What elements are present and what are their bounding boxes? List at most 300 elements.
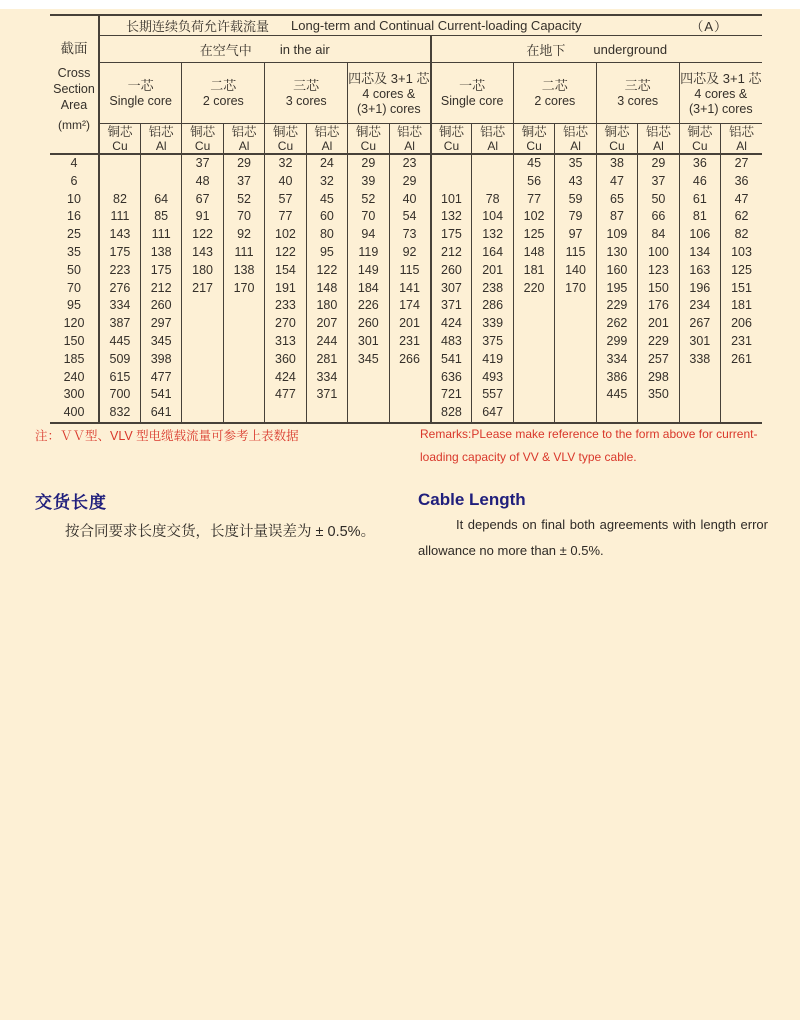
value-cell xyxy=(596,404,637,423)
value-cell: 212 xyxy=(140,280,181,298)
value-cell: 641 xyxy=(140,404,181,423)
value-cell: 371 xyxy=(431,297,472,315)
value-cell: 276 xyxy=(99,280,140,298)
value-cell: 47 xyxy=(596,173,637,191)
value-cell: 387 xyxy=(99,315,140,333)
cable-length-heading-zh: 交货长度 xyxy=(35,493,107,512)
conductor-zh: 铝芯 xyxy=(480,124,506,139)
value-cell: 97 xyxy=(555,226,596,244)
value-cell: 115 xyxy=(389,262,430,280)
conductor-header xyxy=(306,124,347,155)
value-cell: 59 xyxy=(555,191,596,209)
table-title-unit: （A） xyxy=(690,19,728,34)
value-cell: 60 xyxy=(306,208,347,226)
value-cell: 375 xyxy=(472,333,513,351)
size-cell: 4 xyxy=(70,156,78,170)
value-cell xyxy=(140,154,181,173)
value-cell: 339 xyxy=(472,315,513,333)
value-cell: 132 xyxy=(431,208,472,226)
value-cell: 92 xyxy=(223,226,264,244)
conductor-header xyxy=(472,124,513,155)
conductor-en: Al xyxy=(321,138,333,153)
value-cell xyxy=(389,404,430,423)
size-cell: 400 xyxy=(63,405,85,420)
value-cell: 91 xyxy=(182,208,223,226)
core-group-en: (3+1) cores xyxy=(357,101,421,116)
value-cell: 125 xyxy=(721,262,762,280)
size-cell: 35 xyxy=(67,244,81,259)
table-row xyxy=(50,154,762,173)
value-cell: 176 xyxy=(638,297,679,315)
value-cell: 37 xyxy=(638,173,679,191)
value-cell xyxy=(679,404,720,423)
corner-line: Section xyxy=(53,82,95,96)
value-cell xyxy=(513,351,554,369)
value-cell: 223 xyxy=(99,262,140,280)
value-cell: 78 xyxy=(472,191,513,209)
value-cell: 46 xyxy=(679,173,720,191)
value-cell: 175 xyxy=(140,262,181,280)
core-group-en: Single core xyxy=(109,94,172,108)
value-cell: 45 xyxy=(306,191,347,209)
value-cell: 541 xyxy=(431,351,472,369)
core-group-en: 2 cores xyxy=(534,94,576,108)
value-cell: 148 xyxy=(513,244,554,262)
value-cell xyxy=(182,386,223,404)
value-cell: 123 xyxy=(638,262,679,280)
conductor-zh: 铝芯 xyxy=(729,124,755,139)
value-cell: 286 xyxy=(472,297,513,315)
value-cell xyxy=(223,333,264,351)
size-cell: 300 xyxy=(63,387,85,402)
value-cell xyxy=(555,404,596,423)
value-cell: 29 xyxy=(638,154,679,173)
value-cell: 477 xyxy=(265,386,306,404)
core-group-zh: 四芯及 3+1 芯 xyxy=(348,70,430,86)
value-cell xyxy=(223,404,264,423)
size-cell: 50 xyxy=(67,262,81,277)
size-cell: 120 xyxy=(63,316,85,331)
conductor-zh: 铝芯 xyxy=(397,124,423,139)
core-group-en: Single core xyxy=(440,94,504,108)
value-cell: 109 xyxy=(596,226,637,244)
value-cell: 297 xyxy=(140,315,181,333)
value-cell: 82 xyxy=(99,191,140,209)
value-cell: 29 xyxy=(223,154,264,173)
value-cell: 181 xyxy=(721,297,762,315)
value-cell: 111 xyxy=(99,208,140,226)
value-cell: 149 xyxy=(348,262,389,280)
value-cell: 85 xyxy=(140,208,181,226)
core-group-header xyxy=(182,63,265,124)
conductor-zh: 铜芯 xyxy=(355,124,381,139)
value-cell xyxy=(348,369,389,387)
value-cell xyxy=(513,386,554,404)
value-cell: 180 xyxy=(182,262,223,280)
conductor-en: Cu xyxy=(112,138,128,153)
table-row xyxy=(50,226,762,244)
value-cell: 101 xyxy=(431,191,472,209)
value-cell: 138 xyxy=(140,244,181,262)
corner-line: Cross xyxy=(57,66,91,80)
value-cell xyxy=(555,369,596,387)
value-cell: 371 xyxy=(306,386,347,404)
value-cell: 111 xyxy=(140,226,181,244)
value-cell: 45 xyxy=(513,154,554,173)
value-cell: 77 xyxy=(513,191,554,209)
value-cell: 298 xyxy=(638,369,679,387)
value-cell: 37 xyxy=(182,154,223,173)
value-cell: 260 xyxy=(348,315,389,333)
value-cell xyxy=(555,297,596,315)
value-cell: 77 xyxy=(265,208,306,226)
core-group-zh: 三芯 xyxy=(624,78,651,93)
value-cell: 52 xyxy=(223,191,264,209)
core-group-en: 4 cores & xyxy=(362,86,416,101)
value-cell: 307 xyxy=(431,280,472,298)
conductor-en: Cu xyxy=(443,138,460,153)
conductor-zh: 铜芯 xyxy=(521,124,547,139)
conductor-en: Cu xyxy=(194,138,211,153)
table-row xyxy=(50,351,762,369)
value-cell: 557 xyxy=(472,386,513,404)
cable-length-heading-en: Cable Length xyxy=(418,490,526,509)
conductor-zh: 铜芯 xyxy=(604,124,630,139)
conductor-header xyxy=(140,124,181,155)
value-cell: 56 xyxy=(513,173,554,191)
value-cell: 267 xyxy=(679,315,720,333)
value-cell: 360 xyxy=(265,351,306,369)
value-cell xyxy=(555,351,596,369)
value-cell: 140 xyxy=(555,262,596,280)
value-cell xyxy=(679,369,720,387)
conductor-zh: 铝芯 xyxy=(231,124,257,139)
value-cell: 62 xyxy=(721,208,762,226)
value-cell: 398 xyxy=(140,351,181,369)
value-cell: 257 xyxy=(638,351,679,369)
value-cell: 122 xyxy=(306,262,347,280)
value-cell: 217 xyxy=(182,280,223,298)
value-cell: 201 xyxy=(389,315,430,333)
value-cell: 102 xyxy=(265,226,306,244)
value-cell: 64 xyxy=(140,191,181,209)
value-cell: 125 xyxy=(513,226,554,244)
value-cell: 175 xyxy=(99,244,140,262)
table-row xyxy=(50,315,762,333)
core-group-en: 4 cores & xyxy=(694,86,748,101)
conductor-header xyxy=(389,124,430,155)
value-cell: 36 xyxy=(679,154,720,173)
value-cell: 220 xyxy=(513,280,554,298)
value-cell: 84 xyxy=(638,226,679,244)
conductor-en: Cu xyxy=(277,138,294,153)
table-row xyxy=(50,262,762,280)
conductor-en: Cu xyxy=(526,138,542,153)
value-cell xyxy=(223,386,264,404)
core-group-zh: 一芯 xyxy=(127,78,154,93)
core-group-en: 2 cores xyxy=(202,94,244,108)
value-cell: 350 xyxy=(638,386,679,404)
note-en: Remarks:PLease make reference to the form above for current-loading capacity of VV & VLV type cable. xyxy=(420,427,758,464)
value-cell: 150 xyxy=(638,280,679,298)
conductor-en: Al xyxy=(238,138,250,153)
core-group-header xyxy=(348,63,431,124)
table-row xyxy=(50,280,762,298)
value-cell: 95 xyxy=(306,244,347,262)
value-cell: 102 xyxy=(513,208,554,226)
value-cell xyxy=(513,404,554,423)
value-cell: 636 xyxy=(431,369,472,387)
value-cell: 184 xyxy=(348,280,389,298)
value-cell xyxy=(513,297,554,315)
conductor-zh: 铝芯 xyxy=(563,124,589,139)
value-cell: 148 xyxy=(306,280,347,298)
value-cell: 338 xyxy=(679,351,720,369)
value-cell xyxy=(721,404,762,423)
env-label-zh: 在空气中 xyxy=(199,42,252,58)
value-cell: 261 xyxy=(721,351,762,369)
capacity-table xyxy=(50,14,762,424)
table-title-en: Long-term and Continual Current-loading Capacity xyxy=(291,18,582,33)
value-cell: 119 xyxy=(348,244,389,262)
value-cell xyxy=(182,297,223,315)
value-cell: 47 xyxy=(721,191,762,209)
value-cell: 73 xyxy=(389,226,430,244)
value-cell xyxy=(265,404,306,423)
page-top-strip xyxy=(0,0,800,9)
value-cell: 270 xyxy=(265,315,306,333)
value-cell: 234 xyxy=(679,297,720,315)
value-cell: 24 xyxy=(306,154,347,173)
value-cell: 445 xyxy=(596,386,637,404)
core-group-header xyxy=(596,63,679,124)
table-title-zh: 长期连续负荷允许载流量 xyxy=(126,19,270,34)
table-row xyxy=(50,244,762,262)
env-header xyxy=(99,36,431,63)
conductor-header xyxy=(348,124,389,155)
conductor-en: Al xyxy=(570,138,581,153)
value-cell: 67 xyxy=(182,191,223,209)
conductor-zh: 铜芯 xyxy=(687,124,713,139)
value-cell: 334 xyxy=(306,369,347,387)
value-cell: 196 xyxy=(679,280,720,298)
value-cell: 82 xyxy=(721,226,762,244)
value-cell xyxy=(389,386,430,404)
value-cell xyxy=(472,173,513,191)
core-group-en: 3 cores xyxy=(285,94,327,108)
value-cell: 345 xyxy=(348,351,389,369)
value-cell xyxy=(513,333,554,351)
value-cell: 163 xyxy=(679,262,720,280)
value-cell: 226 xyxy=(348,297,389,315)
value-cell: 141 xyxy=(389,280,430,298)
value-cell xyxy=(721,386,762,404)
value-cell: 138 xyxy=(223,262,264,280)
value-cell: 301 xyxy=(679,333,720,351)
env-label-zh: 在地下 xyxy=(526,42,566,58)
table-row xyxy=(50,386,762,404)
size-cell: 95 xyxy=(67,298,81,313)
value-cell: 212 xyxy=(431,244,472,262)
value-cell: 229 xyxy=(638,333,679,351)
value-cell xyxy=(431,154,472,173)
value-cell: 70 xyxy=(223,208,264,226)
value-cell xyxy=(223,315,264,333)
value-cell: 175 xyxy=(431,226,472,244)
value-cell: 231 xyxy=(389,333,430,351)
value-cell: 160 xyxy=(596,262,637,280)
value-cell xyxy=(389,369,430,387)
value-cell xyxy=(182,369,223,387)
core-group-zh: 三芯 xyxy=(293,78,320,93)
value-cell xyxy=(513,369,554,387)
value-cell xyxy=(140,173,181,191)
size-cell: 16 xyxy=(67,209,81,224)
conductor-en: Cu xyxy=(692,138,708,153)
value-cell: 37 xyxy=(223,173,264,191)
size-cell: 10 xyxy=(67,191,81,206)
conductor-header xyxy=(721,124,762,155)
value-cell xyxy=(306,404,347,423)
conductor-zh: 铜芯 xyxy=(438,124,464,139)
value-cell: 262 xyxy=(596,315,637,333)
value-cell: 229 xyxy=(596,297,637,315)
value-cell: 615 xyxy=(99,369,140,387)
conductor-en: Al xyxy=(155,138,167,153)
value-cell: 70 xyxy=(348,208,389,226)
value-cell xyxy=(223,369,264,387)
value-cell: 313 xyxy=(265,333,306,351)
value-cell xyxy=(182,404,223,423)
value-cell: 195 xyxy=(596,280,637,298)
table-row xyxy=(50,191,762,209)
value-cell: 828 xyxy=(431,404,472,423)
conductor-header xyxy=(596,124,637,155)
value-cell: 154 xyxy=(265,262,306,280)
conductor-header xyxy=(431,124,472,155)
value-cell: 174 xyxy=(389,297,430,315)
value-cell: 32 xyxy=(306,173,347,191)
conductor-en: Cu xyxy=(609,138,625,153)
value-cell: 134 xyxy=(679,244,720,262)
value-cell: 29 xyxy=(348,154,389,173)
value-cell xyxy=(348,404,389,423)
value-cell: 164 xyxy=(472,244,513,262)
value-cell: 111 xyxy=(223,244,264,262)
value-cell: 52 xyxy=(348,191,389,209)
core-group-en: (3+1) cores xyxy=(689,101,753,116)
value-cell: 35 xyxy=(555,154,596,173)
core-group-header xyxy=(265,63,348,124)
table-row xyxy=(50,369,762,387)
value-cell: 81 xyxy=(679,208,720,226)
core-group-zh: 四芯及 3+1 芯 xyxy=(680,70,762,86)
value-cell: 477 xyxy=(140,369,181,387)
core-group-header xyxy=(99,63,182,124)
value-cell: 700 xyxy=(99,386,140,404)
conductor-zh: 铝芯 xyxy=(314,124,340,139)
value-cell: 445 xyxy=(99,333,140,351)
value-cell: 721 xyxy=(431,386,472,404)
corner-line: (mm²) xyxy=(58,118,90,132)
table-row xyxy=(50,208,762,226)
core-group-zh: 二芯 xyxy=(541,78,568,93)
value-cell: 299 xyxy=(596,333,637,351)
value-cell: 493 xyxy=(472,369,513,387)
conductor-zh: 铜芯 xyxy=(272,124,298,139)
value-cell xyxy=(99,154,140,173)
value-cell: 38 xyxy=(596,154,637,173)
conductor-header xyxy=(223,124,264,155)
value-cell: 43 xyxy=(555,173,596,191)
value-cell: 424 xyxy=(265,369,306,387)
value-cell: 32 xyxy=(265,154,306,173)
conductor-en: Al xyxy=(653,138,664,153)
value-cell: 132 xyxy=(472,226,513,244)
core-group-en: 3 cores xyxy=(617,94,659,108)
value-cell xyxy=(555,386,596,404)
value-cell: 832 xyxy=(99,404,140,423)
conductor-header xyxy=(555,124,596,155)
value-cell: 48 xyxy=(182,173,223,191)
value-cell: 334 xyxy=(99,297,140,315)
table-row xyxy=(50,333,762,351)
value-cell: 115 xyxy=(555,244,596,262)
value-cell: 94 xyxy=(348,226,389,244)
value-cell: 143 xyxy=(182,244,223,262)
conductor-en: Al xyxy=(487,138,498,153)
value-cell: 36 xyxy=(721,173,762,191)
value-cell: 61 xyxy=(679,191,720,209)
table-row xyxy=(50,173,762,191)
value-cell: 100 xyxy=(638,244,679,262)
value-cell: 231 xyxy=(721,333,762,351)
value-cell: 39 xyxy=(348,173,389,191)
value-cell: 23 xyxy=(389,154,430,173)
conductor-en: Al xyxy=(736,138,747,153)
value-cell: 386 xyxy=(596,369,637,387)
size-cell: 25 xyxy=(67,227,81,242)
value-cell xyxy=(182,315,223,333)
note-zh: 注：ＶＶ型、VLV 型电缆载流量可参考上表数据 xyxy=(35,429,299,443)
core-group-header xyxy=(679,63,762,124)
value-cell: 130 xyxy=(596,244,637,262)
value-cell: 424 xyxy=(431,315,472,333)
conductor-header xyxy=(513,124,554,155)
core-group-header xyxy=(431,63,514,124)
value-cell: 170 xyxy=(555,280,596,298)
env-header xyxy=(431,36,763,63)
value-cell: 180 xyxy=(306,297,347,315)
value-cell: 122 xyxy=(182,226,223,244)
value-cell: 104 xyxy=(472,208,513,226)
core-group-zh: 一芯 xyxy=(459,78,486,93)
value-cell: 334 xyxy=(596,351,637,369)
value-cell: 66 xyxy=(638,208,679,226)
value-cell xyxy=(431,173,472,191)
value-cell: 57 xyxy=(265,191,306,209)
value-cell: 151 xyxy=(721,280,762,298)
value-cell xyxy=(721,369,762,387)
value-cell: 238 xyxy=(472,280,513,298)
value-cell xyxy=(99,173,140,191)
conductor-header xyxy=(679,124,720,155)
corner-header xyxy=(50,15,99,154)
value-cell: 181 xyxy=(513,262,554,280)
core-group-header xyxy=(513,63,596,124)
conductor-header xyxy=(99,124,140,155)
value-cell: 50 xyxy=(638,191,679,209)
